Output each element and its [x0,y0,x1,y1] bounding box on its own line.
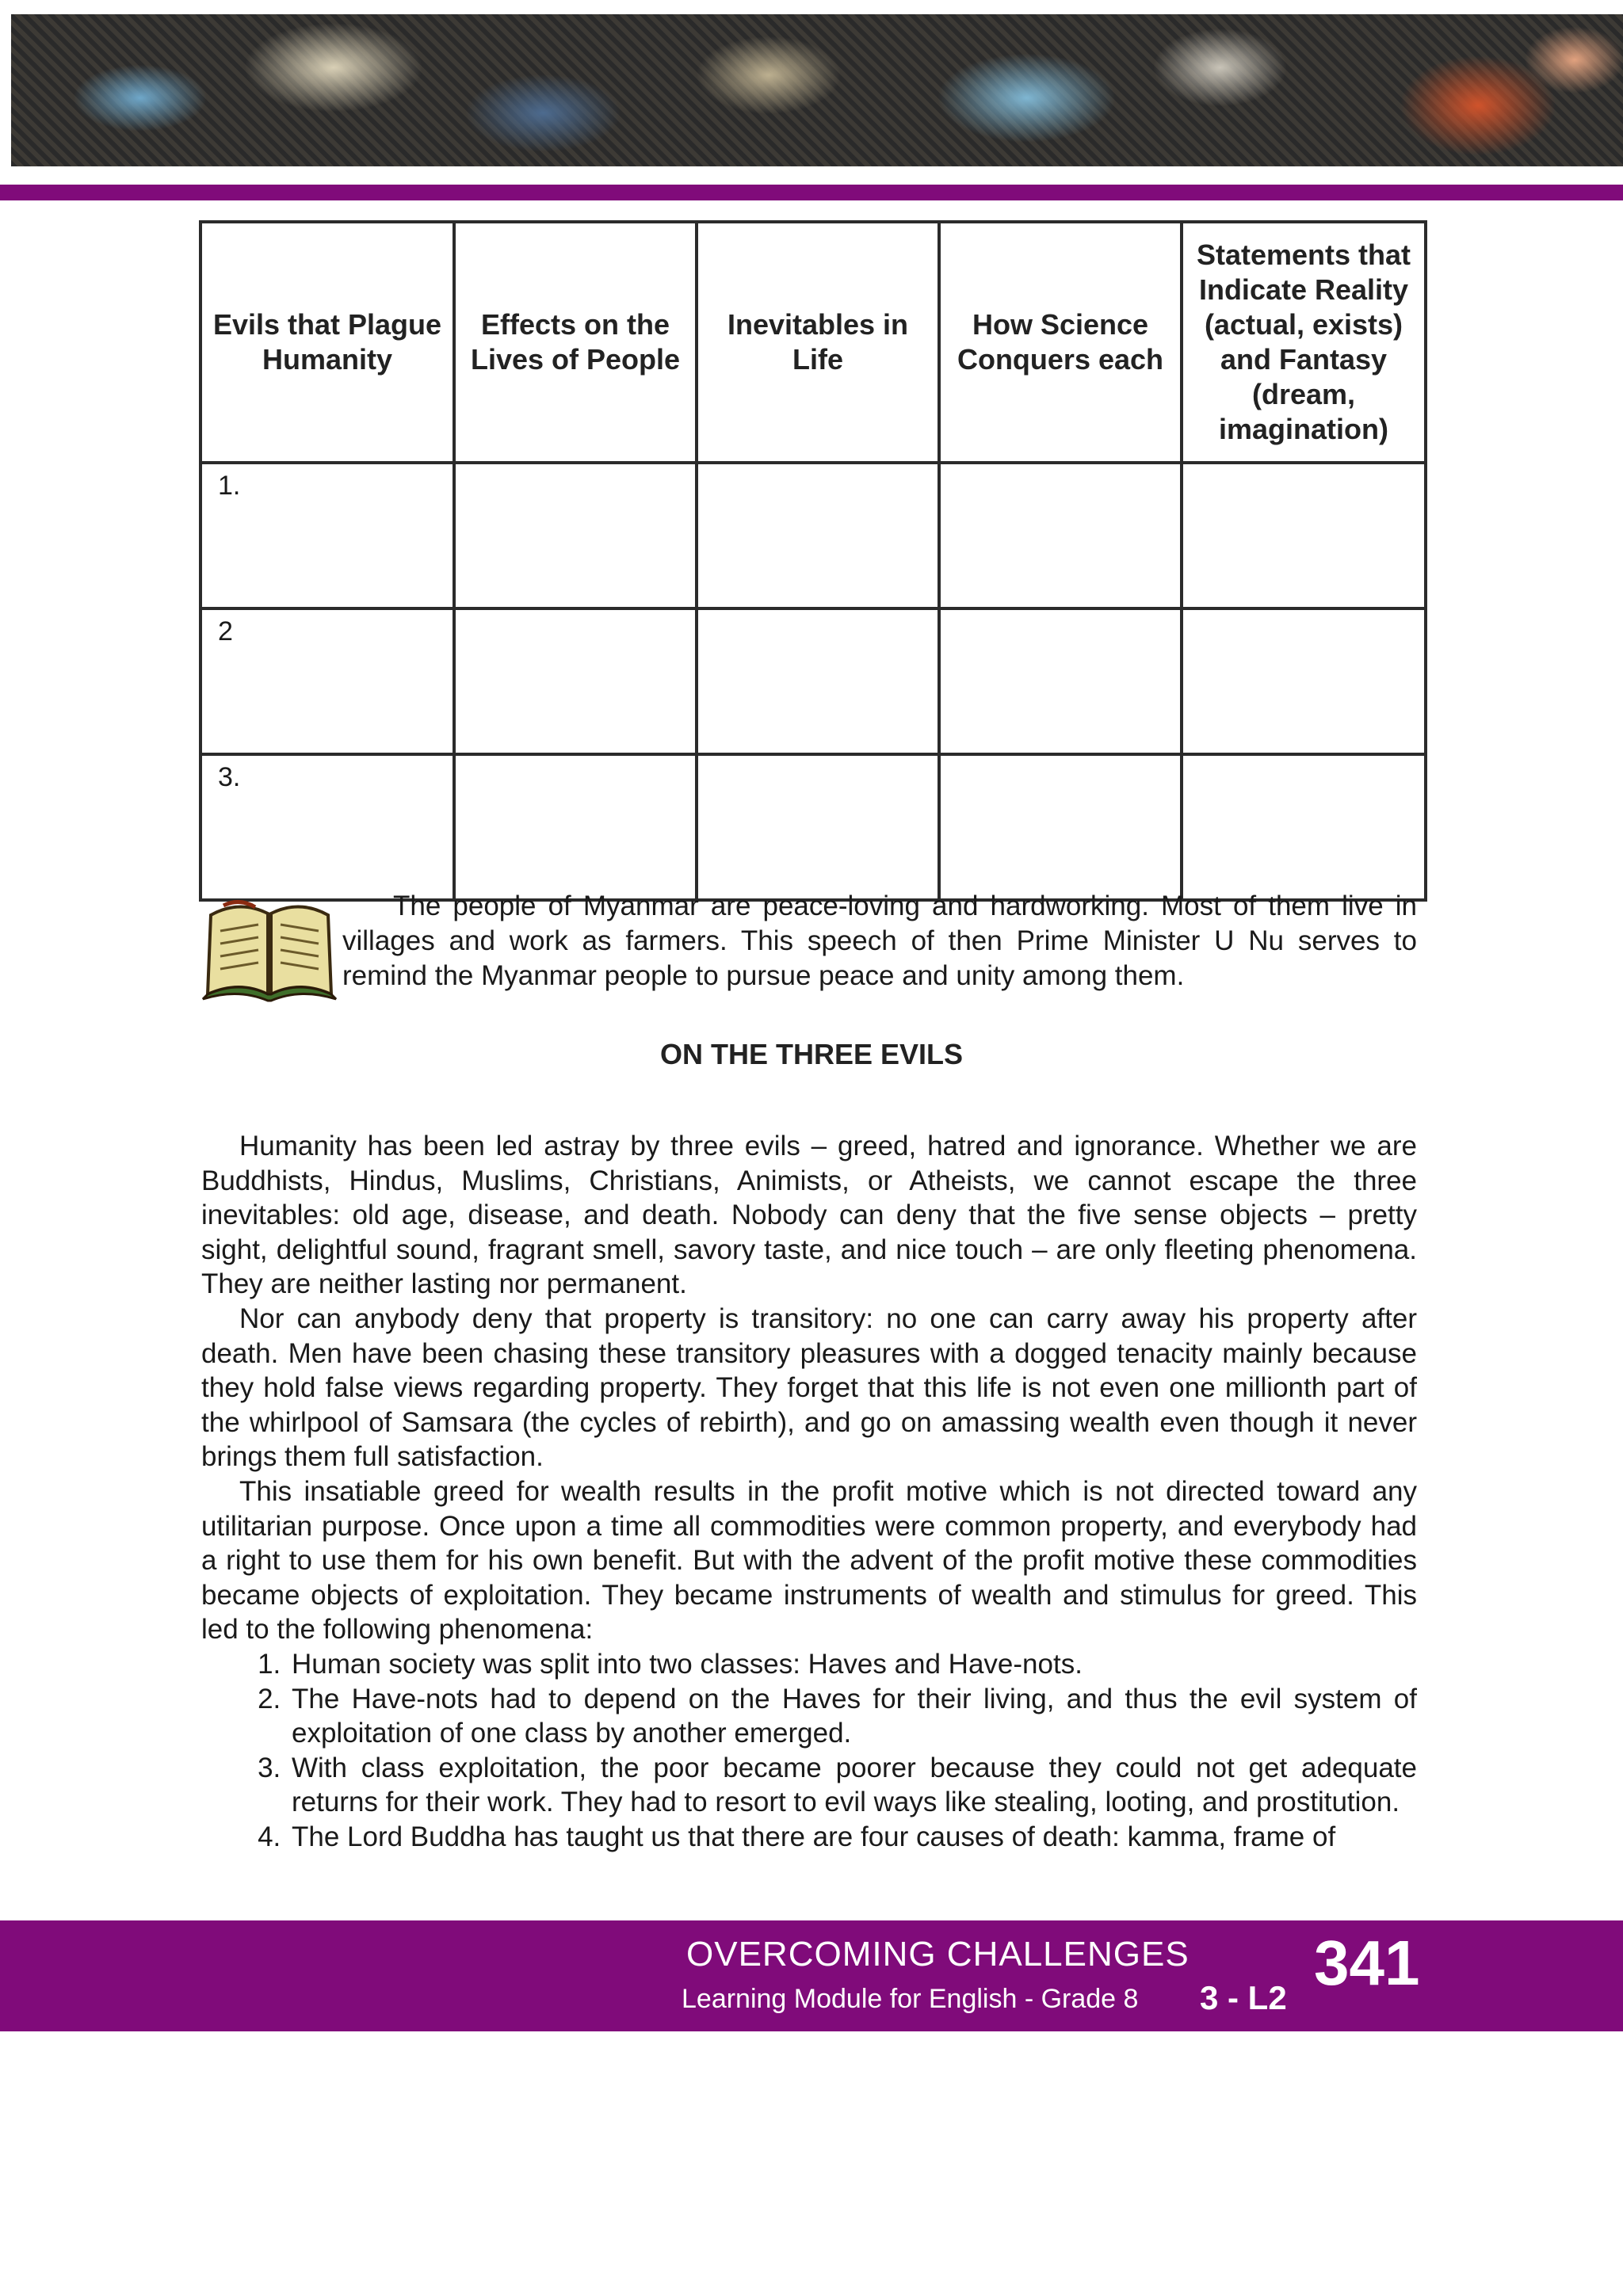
footer-bar [0,1920,1623,2031]
header-science: How Science Conquers each [939,222,1182,463]
table-header-row [200,222,1426,463]
row-number: 3. [200,754,454,900]
intro-box [342,889,1417,994]
list-item: 1. Human society was split into two classes: Haves and Have-nots. [288,1647,1417,1682]
row-number: 2 [200,608,454,754]
footer-subtitle: Learning Module for English - Grade 8 [682,1984,1139,2014]
table-row [200,608,1426,754]
worksheet-table [199,220,1427,902]
table-cell[interactable] [697,754,939,900]
footer-module-code: 3 - L2 [1200,1979,1287,2016]
table-cell[interactable] [939,754,1182,900]
table-cell[interactable] [454,754,697,900]
list-item: 3. With class exploitation, the poor became poorer because they could not get adequate returns for their work. They had to resort to evil ways like stealing, looting, and prostitution. [288,1751,1417,1820]
header-statements: Statements that Indicate Reality (actual, exists) and Fantasy (dream, imagination) [1182,222,1426,463]
header-evils: Evils that Plague Humanity [200,222,454,463]
page-number: 341 [1314,1928,1420,1998]
table-cell[interactable] [1182,463,1426,608]
intro-text: The people of Myanmar are peace-loving and hardworking. Most of them live in villages and work as farmers. This speech of then Prime Minister U Nu serves to remind the Myanmar people to pursue peace and unity among them. [342,891,1417,991]
table-cell[interactable] [1182,608,1426,754]
header-effects: Effects on the Lives of People [454,222,697,463]
table-cell[interactable] [697,463,939,608]
list-item: 4. The Lord Buddha has taught us that there are four causes of death: kamma, frame of [288,1820,1417,1855]
table-cell[interactable] [697,608,939,754]
row-number: 1. [200,463,454,608]
page-title: ON THE THREE EVILS [659,1038,964,1070]
header-banner-image [11,14,1623,166]
list-item: 2. The Have-nots had to depend on the Haves for their living, and thus the evil system of exploitation of one class by another emerged. [288,1682,1417,1751]
table-cell[interactable] [1182,754,1426,900]
header-divider [0,185,1623,200]
paragraph: This insatiable greed for wealth results in the profit motive which is not directed toward any utilitarian purpose. Once upon a time all commodities were common property, and everybody had a right to use them for his own benefit. But with the advent of the profit motive these commodities became objects of exploitation. They became instruments of wealth and stimulus for greed. This led to the following phenomena: [201,1475,1417,1646]
header-inevitables: Inevitables in Life [697,222,939,463]
footer-title: OVERCOMING CHALLENGES [686,1935,1190,1974]
article-body [201,1129,1417,1854]
table-row [200,463,1426,608]
table-cell[interactable] [454,608,697,754]
table-cell[interactable] [454,463,697,608]
paragraph: Humanity has been led astray by three evils – greed, hatred and ignorance. Whether we are Buddhists, Hindus, Muslims, Christians, Animists, or Atheists, we cannot escape the three inevitables: old age, disease, and death. Nobody can deny that the five sense objects – pretty sight, delightful sound, fragrant smell, savory taste, and nice touch – are only fleeting phenomena. They are neither lasting nor permanent. [201,1131,1417,1300]
phenomena-list [201,1647,1417,1855]
table-row [200,754,1426,900]
table-cell[interactable] [939,463,1182,608]
table-cell[interactable] [939,608,1182,754]
paragraph: Nor can anybody deny that property is transitory: no one can carry away his property after death. Men have been chasing these transitory pleasures with a dogged tenacity mainly because they hold false views regarding property. They forget that this life is not even one millionth part of the whirlpool of Samsara (the cycles of rebirth), and go on amassing wealth even though it never brings them full satisfaction. [201,1302,1417,1473]
open-book-icon [200,883,339,1004]
